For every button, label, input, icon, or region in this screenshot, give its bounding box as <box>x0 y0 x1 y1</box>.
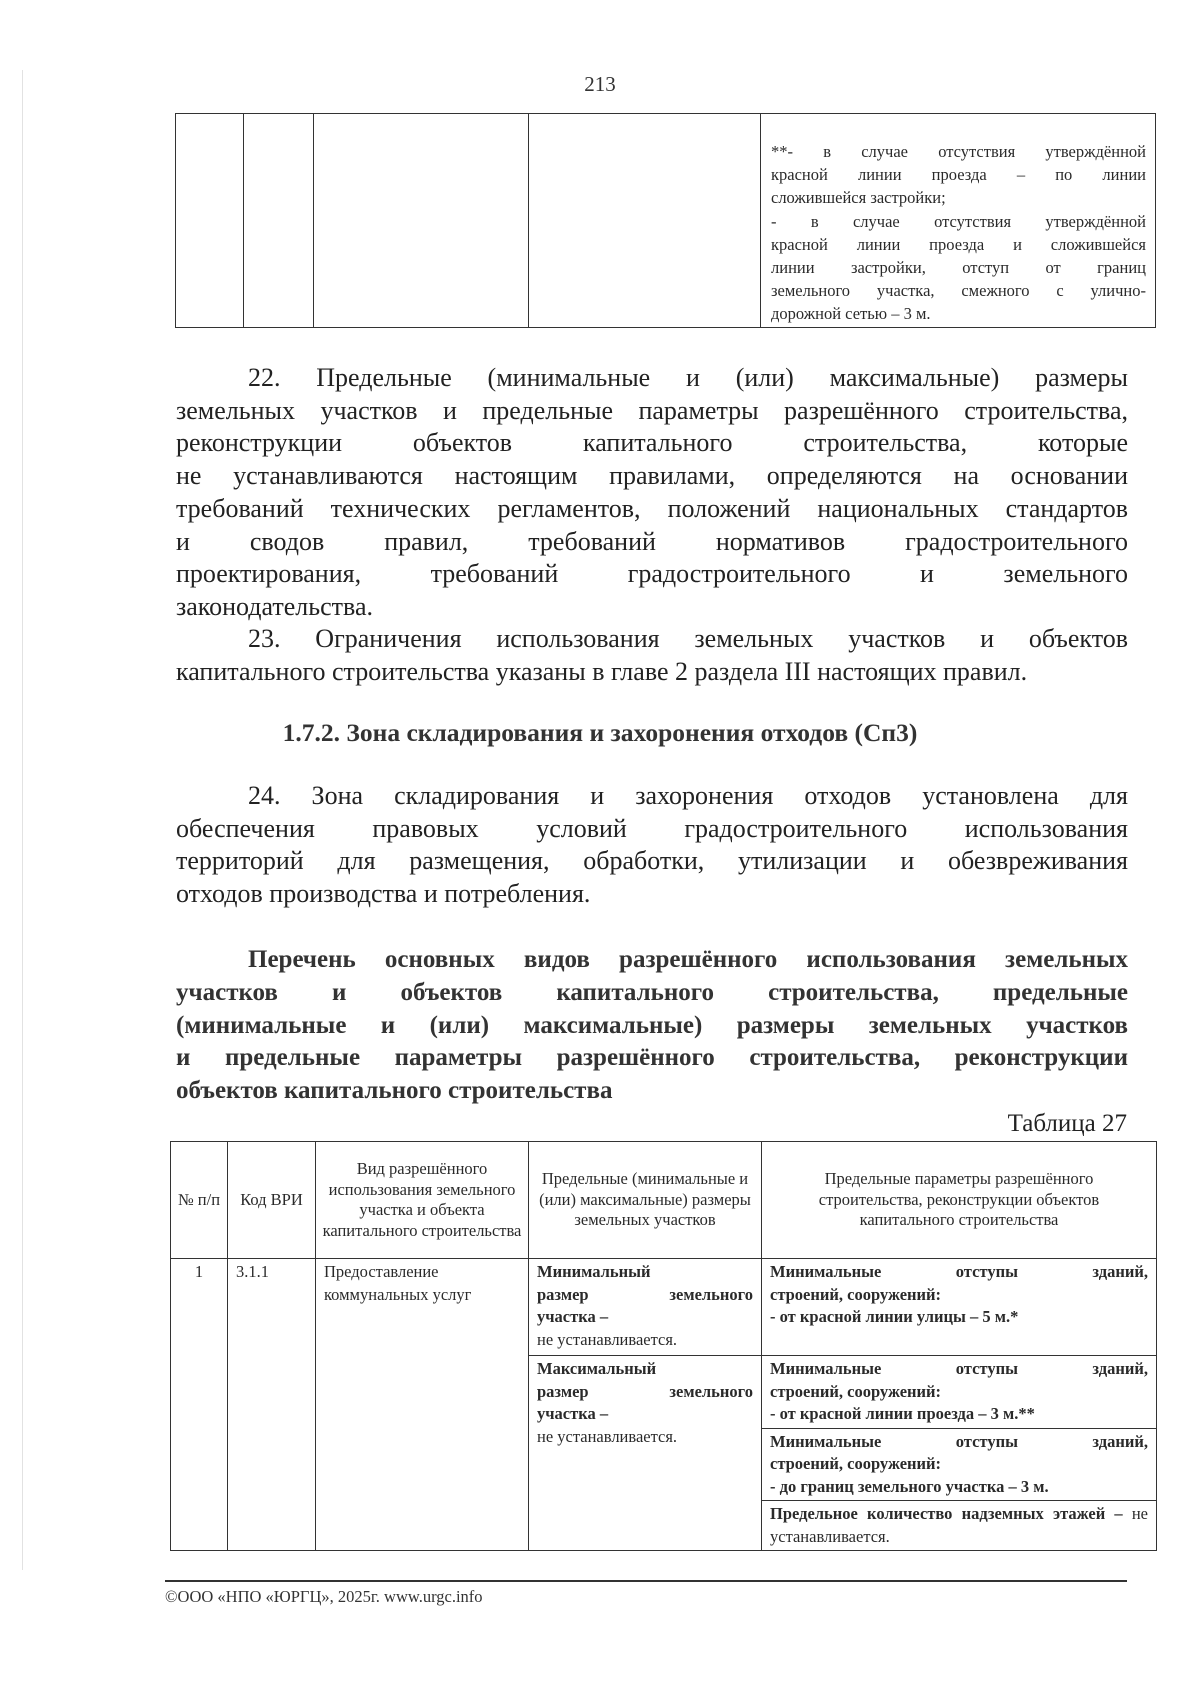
text-line: 24. Зона складирования и захоронения отходов установлена для <box>248 781 1128 810</box>
paragraph-23 <box>176 623 1128 688</box>
empty-cell <box>244 114 314 328</box>
list-heading <box>176 944 1128 1108</box>
header-type: Вид разрешённого использования земельного участка и объекта капитального строительства <box>316 1142 529 1259</box>
section-heading: 1.7.2. Зона складирования и захоронения отходов (Сп3) <box>282 718 918 747</box>
page-number: 213 <box>584 72 616 96</box>
text-line: проектирования, требований градостроительного и земельного <box>176 559 1128 589</box>
cell-code: 3.1.1 <box>228 1259 316 1551</box>
footnote-line: **- в случае отсутствия утверждённой <box>771 142 1146 161</box>
text-line: отходов производства и потребления. <box>176 879 591 909</box>
heading-line: Перечень основных видов разрешённого использования земельных <box>248 946 1128 973</box>
zoning-table <box>170 1141 1157 1551</box>
param-label: Предельное количество надземных этажей – <box>770 1504 1123 1523</box>
footnote-cell <box>761 114 1156 328</box>
heading-line: (минимальные и (или) максимальные) размеры земельных участков <box>176 1011 1128 1039</box>
table-row <box>171 1259 1157 1356</box>
continuation-table <box>175 113 1156 328</box>
header-sizes: Предельные (минимальные и (или) максимальные) размеры земельных участков <box>529 1142 762 1259</box>
footnote-line: сложившейся застройки; <box>771 188 946 208</box>
param-line: - до границ земельного участка – 3 м. <box>770 1476 1049 1496</box>
empty-cell <box>314 114 529 328</box>
min-size-label: Минимальный <box>537 1262 651 1281</box>
scan-edge-mark <box>22 70 23 1570</box>
footnote-line: дорожной сетью – 3 м. <box>771 304 931 324</box>
footnote-line: - в случае отсутствия утверждённой <box>771 211 1146 231</box>
min-size-label: участка – <box>537 1307 609 1326</box>
min-size-label: размер земельного <box>537 1284 753 1304</box>
header-params: Предельные параметры разрешённого строительства, реконструкции объектов капитального строительства <box>762 1142 1157 1259</box>
footnote-line: земельного участка, смежного с улично- <box>771 281 1146 301</box>
text-line: законодательства. <box>176 591 373 621</box>
text-line: территорий для размещения, обработки, утилизации и обезвреживания <box>176 846 1128 876</box>
max-size-label: Максимальный <box>537 1359 657 1378</box>
text-line: капитального строительства указаны в главе 2 раздела III настоящих правил. <box>176 656 1028 686</box>
param-line: - от красной линии улицы – 5 м.* <box>770 1307 1019 1326</box>
cell-param-1 <box>762 1259 1157 1356</box>
param-line: Минимальные отступы зданий, <box>770 1431 1148 1451</box>
param-line: строений, сооружений: <box>770 1454 942 1473</box>
footnote-line: красной линии проезда – по линии <box>771 165 1146 185</box>
param-line: строений, сооружений: <box>770 1381 942 1401</box>
param-line: - от красной линии проезда – 3 м.** <box>770 1404 1035 1423</box>
text-line: 22. Предельные (минимальные и (или) максимальные) размеры <box>248 363 1128 392</box>
cell-type: Предоставление коммунальных услуг <box>316 1259 529 1551</box>
footnote-line: красной линии проезда и сложившейся <box>771 234 1146 254</box>
max-size-value: не устанавливается. <box>537 1426 678 1446</box>
table-header-row <box>171 1142 1157 1259</box>
header-num: № п/п <box>171 1142 228 1259</box>
param-line: строений, сооружений: <box>770 1284 942 1304</box>
text-line: не устанавливаются настоящим правилами, определяются на основании <box>176 461 1128 491</box>
cell-min-size <box>529 1259 762 1356</box>
text-line: земельных участков и предельные параметры разрешённого строительства, <box>176 395 1128 425</box>
heading-line: и предельные параметры разрешённого строительства, реконструкции <box>176 1044 1128 1072</box>
footer-divider <box>165 1580 1127 1582</box>
text-line: 23. Ограничения использования земельных участков и объектов <box>248 624 1128 653</box>
table-caption: Таблица 27 <box>1007 1110 1127 1137</box>
heading-line: участков и объектов капитального строительства, предельные <box>176 978 1128 1006</box>
param-line: Минимальные отступы зданий, <box>770 1262 1148 1281</box>
text-line: обеспечения правовых условий градостроительного использования <box>176 813 1128 843</box>
cell-param-4 <box>762 1501 1157 1551</box>
cell-param-2 <box>762 1356 1157 1429</box>
min-size-value: не устанавливается. <box>537 1329 678 1349</box>
cell-max-size <box>529 1356 762 1551</box>
empty-cell <box>176 114 244 328</box>
param-line: Минимальные отступы зданий, <box>770 1359 1148 1378</box>
paragraph-24 <box>176 780 1128 911</box>
empty-cell <box>529 114 761 328</box>
text-line: реконструкции объектов капитального строительства, которые <box>176 428 1128 458</box>
text-line: и сводов правил, требований нормативов градостроительного <box>176 526 1128 556</box>
cell-param-3 <box>762 1428 1157 1501</box>
text-line: требований технических регламентов, положений национальных стандартов <box>176 493 1128 523</box>
param-value: не устанавливается. <box>770 1504 1148 1546</box>
heading-line: объектов капитального строительства <box>176 1077 613 1105</box>
footnote-line: линии застройки, отступ от границ <box>771 258 1146 278</box>
header-code: Код ВРИ <box>228 1142 316 1259</box>
max-size-label: размер земельного <box>537 1381 753 1401</box>
cell-num: 1 <box>171 1259 228 1551</box>
paragraph-22 <box>176 362 1128 624</box>
max-size-label: участка – <box>537 1404 609 1423</box>
footer-copyright: ©ООО «НПО «ЮРГЦ», 2025г. www.urgc.info <box>165 1587 483 1606</box>
